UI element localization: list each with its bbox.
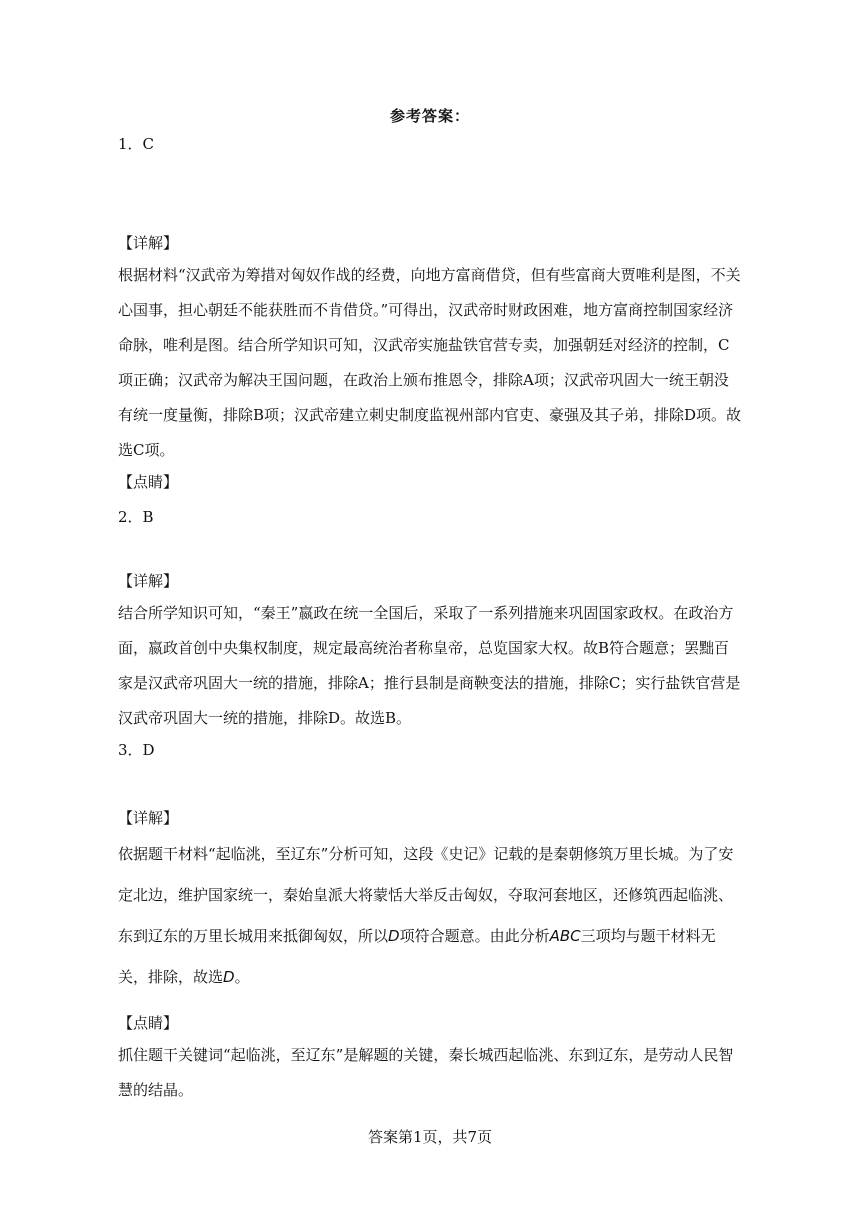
option-d-ref: D: [388, 927, 400, 945]
answer-2-number: 2．B: [118, 508, 154, 526]
answer-1-comment-label: 【点睛】: [118, 473, 179, 491]
option-abc-ref: ABC: [549, 927, 581, 945]
answer-3-detail-text-2: 项符合题意。由此分析: [399, 927, 550, 945]
answer-3-detail-label: 【详解】: [118, 809, 179, 827]
answer-3-detail: [118, 834, 743, 998]
answer-3-detail-text-1: 依据题干材料“起临洮，至辽东”分析可知，这段《史记》记载的是秦朝修筑万里长城。为了安定北边，维护国家统一，秦始皇派大将蒙恬大举反击匈奴，夺取河套地区，还修筑西起临洮、东到辽东的万里长城用来抵御匈奴，所以: [118, 845, 734, 945]
page-title: 参考答案：: [389, 107, 470, 125]
answer-3-detail-text-3: 三项均与题干材料无关，排除，故选: [118, 927, 716, 986]
answer-3-detail-text-4: 。: [234, 968, 250, 986]
answer-2-detail-label: 【详解】: [118, 572, 179, 590]
answer-2-detail: 结合所学知识可知，“秦王”嬴政在统一全国后，采取了一系列措施来巩固国家政权。在政治方面，嬴政首创中央集权制度，规定最高统治者称皇帝，总览国家大权。故B符合题意；罢黜百家是汉武帝巩固大一统的措施，排除A；推行县制是商鞅变法的措施，排除C；实行盐铁官营是汉武帝巩固大一统的措施，排除D。故选B。: [118, 604, 741, 727]
answer-3-number: 3．D: [118, 741, 155, 759]
answer-1-number: 1．C: [118, 135, 155, 153]
option-d-ref-final: D: [223, 968, 235, 986]
answer-3-comment: 抓住题干关键词“起临洮，至辽东”是解题的关键，秦长城西起临洮、东到辽东，是劳动人民智慧的结晶。: [118, 1046, 734, 1099]
page-footer: 答案第1页，共7页: [367, 1128, 493, 1146]
answer-1-detail: 根据材料“汉武帝为筹措对匈奴作战的经费，向地方富商借贷，但有些富商大贾唯利是图，不关心国事，担心朝廷不能获胜而不肯借贷。”可得出，汉武帝时财政困难，地方富商控制国家经济命脉，唯利是图。结合所学知识可知，汉武帝实施盐铁官营专卖，加强朝廷对经济的控制，C项正确；汉武帝为解决王国问题，在政治上颁布推恩令，排除A项；汉武帝巩固大一统王朝没有统一度量衡，排除B项；汉武帝建立刺史制度监视州部内官吏、豪强及其子弟，排除D项。故选C项。: [118, 266, 742, 459]
answer-3-comment-label: 【点睛】: [118, 1014, 179, 1032]
answer-1-detail-label: 【详解】: [118, 234, 179, 252]
